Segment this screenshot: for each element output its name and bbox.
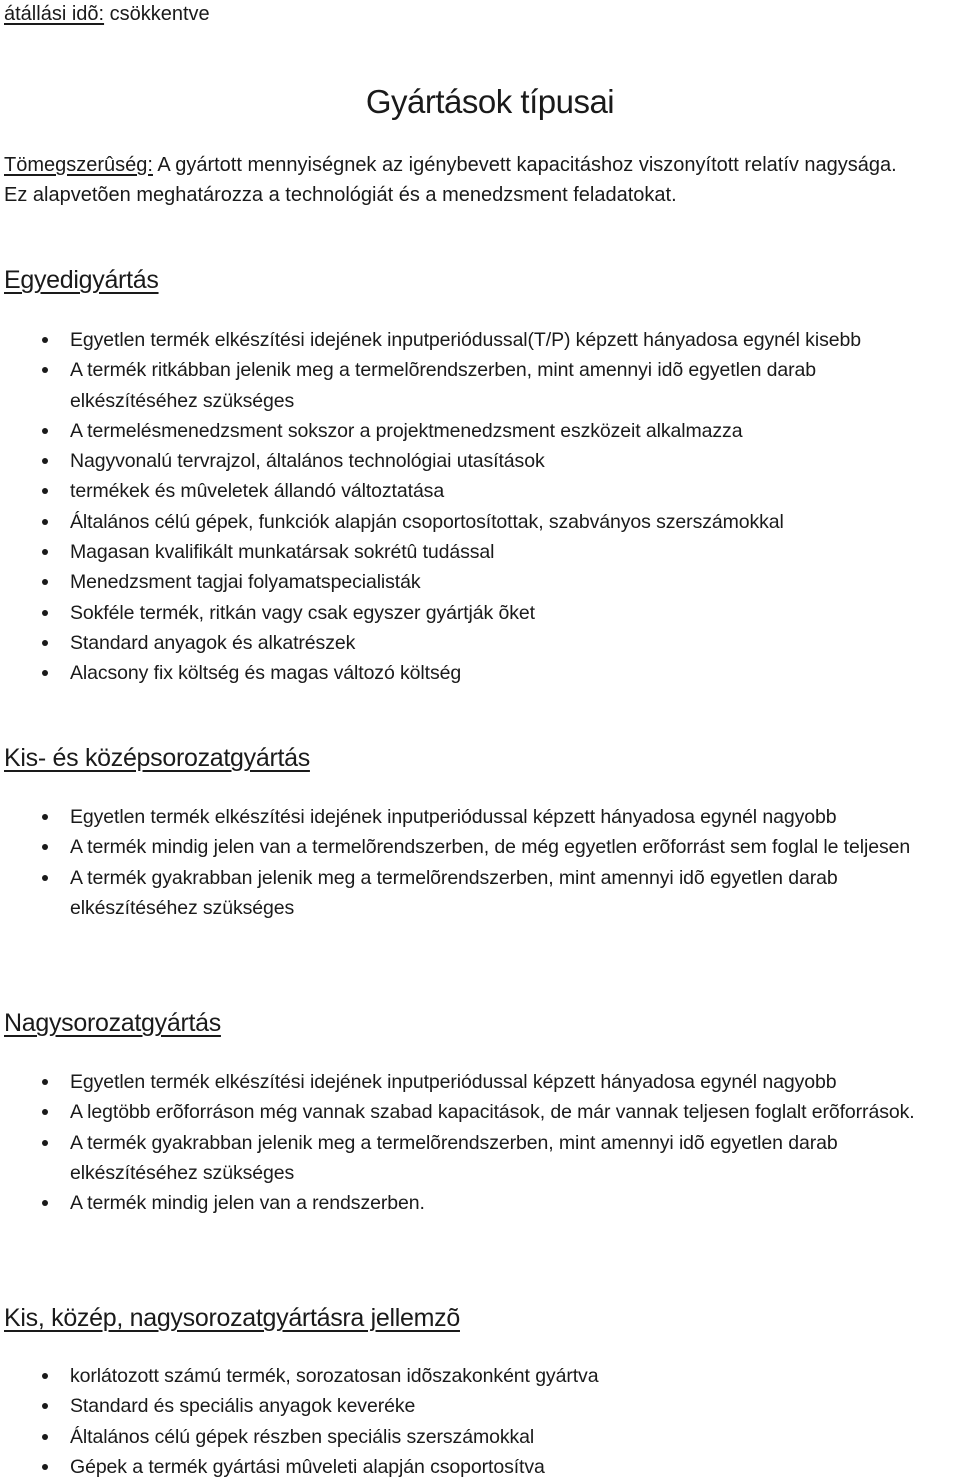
section-heading-egyedigyartas: Egyedigyártás <box>4 266 159 294</box>
page-title: Gyártások típusai <box>365 83 615 120</box>
list-item: A termék mindig jelen van a termelõrendszerben, de még egyetlen erõforrást sem foglal le teljesen <box>0 832 960 862</box>
list-item: Egyetlen termék elkészítési idejének inputperiódussal(T/P) képzett hányadosa egynél kisebb <box>0 325 960 355</box>
intro-paragraph <box>4 150 956 210</box>
bullet-dot <box>42 488 48 494</box>
bullet-dot <box>42 1464 48 1470</box>
bullet-dot <box>42 579 48 585</box>
intro-line-1 <box>4 150 956 180</box>
bullet-dot <box>42 640 48 646</box>
bullet-dot <box>42 458 48 464</box>
list-item: Standard anyagok és alkatrészek <box>0 628 960 658</box>
list-item: A termék mindig jelen van a rendszerben. <box>0 1188 960 1218</box>
list-item: A termelésmenedzsment sokszor a projektmenedzsment eszközeit alkalmazza <box>0 416 960 446</box>
list-item: A termék gyakrabban jelenik meg a termelõrendszerben, mint amennyi idõ egyetlen darab elkészítéséhez szükséges <box>0 1128 960 1189</box>
list-item: Általános célú gépek, funkciók alapján csoportosítottak, szabványos szerszámokkal <box>0 507 960 537</box>
bullet-dot <box>42 1200 48 1206</box>
intro-definition: A gyártott mennyiségnek az igénybevett kapacitáshoz viszonyított relatív nagysága. <box>152 154 897 176</box>
bullet-dot <box>42 428 48 434</box>
list-item: A termék ritkábban jelenik meg a termelõrendszerben, mint amennyi idõ egyetlen darab elkészítéséhez szükséges <box>0 355 960 416</box>
top-line-label: átállási idõ: <box>4 3 105 25</box>
section-heading-nagysorozat: Nagysorozatgyártás <box>4 1009 221 1037</box>
list-item: Általános célú gépek részben speciális szerszámokkal <box>0 1422 960 1452</box>
intro-line-2: Ez alapvetõen meghatározza a technológiát és a menedzsment feladatokat. <box>4 184 677 206</box>
intro-term: Tömegszerûség: <box>4 154 153 176</box>
list-item: A legtöbb erõforráson még vannak szabad kapacitások, de már vannak teljesen foglalt erõforrások. <box>0 1097 960 1127</box>
bullet-dot <box>42 549 48 555</box>
list-item: termékek és mûveletek állandó változtatása <box>0 476 960 506</box>
section-heading-kis-kozepsorozat: Kis- és középsorozatgyártás <box>4 744 310 772</box>
list-item: A termék gyakrabban jelenik meg a termelõrendszerben, mint amennyi idõ egyetlen darab elkészítéséhez szükséges <box>0 863 960 924</box>
bullet-dot <box>42 875 48 881</box>
bullet-dot <box>42 367 48 373</box>
bullet-dot <box>42 1434 48 1440</box>
bullet-dot <box>42 337 48 343</box>
bullet-dot <box>42 610 48 616</box>
list-item: Menedzsment tagjai folyamatspecialisták <box>0 567 960 597</box>
bullet-dot <box>42 519 48 525</box>
bullet-dot <box>42 1079 48 1085</box>
bullet-list-jellemzo <box>0 1361 960 1482</box>
bullet-dot <box>42 1403 48 1409</box>
bullet-list-kis-kozepsorozat <box>0 802 960 923</box>
bullet-dot <box>42 1373 48 1379</box>
bullet-dot <box>42 844 48 850</box>
list-item: Alacsony fix költség és magas változó költség <box>0 658 960 688</box>
section-heading-jellemzo: Kis, közép, nagysorozatgyártásra jellemzõ <box>4 1304 460 1332</box>
bullet-dot <box>42 814 48 820</box>
top-line <box>4 2 210 26</box>
bullet-dot <box>42 1140 48 1146</box>
list-item: Gépek a termék gyártási mûveleti alapján csoportosítva <box>0 1452 960 1482</box>
list-item: korlátozott számú termék, sorozatosan idõszakonként gyártva <box>0 1361 960 1391</box>
bullet-dot <box>42 1109 48 1115</box>
bullet-dot <box>42 670 48 676</box>
bullet-list-egyedigyartas <box>0 325 960 689</box>
list-item: Nagyvonalú tervrajzol, általános technológiai utasítások <box>0 446 960 476</box>
list-item: Standard és speciális anyagok keveréke <box>0 1391 960 1421</box>
bullet-list-nagysorozat <box>0 1067 960 1218</box>
list-item: Sokféle termék, ritkán vagy csak egyszer gyártják õket <box>0 598 960 628</box>
list-item: Egyetlen termék elkészítési idejének inputperiódussal képzett hányadosa egynél nagyobb <box>0 1067 960 1097</box>
list-item: Magasan kvalifikált munkatársak sokrétû tudással <box>0 537 960 567</box>
top-line-value: csökkentve <box>104 3 210 25</box>
list-item: Egyetlen termék elkészítési idejének inputperiódussal képzett hányadosa egynél nagyobb <box>0 802 960 832</box>
